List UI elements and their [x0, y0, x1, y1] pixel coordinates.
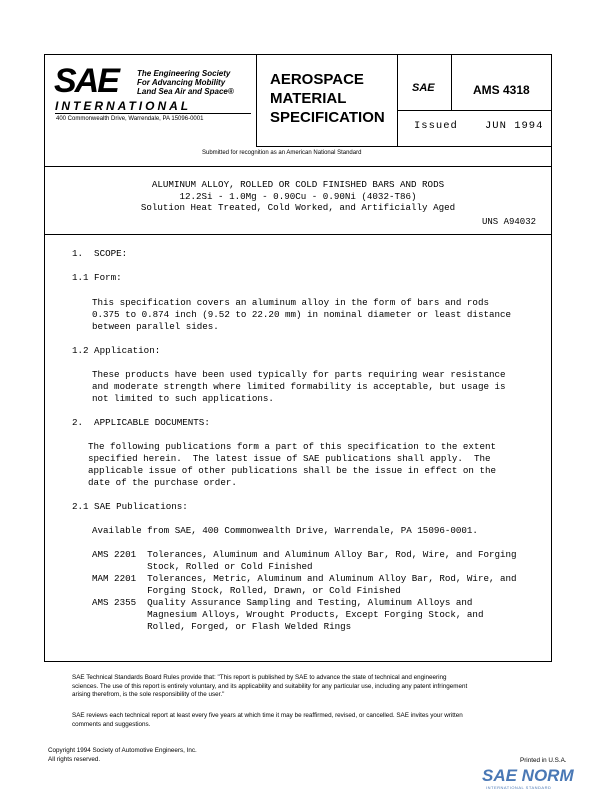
technical-rules-note [72, 674, 552, 700]
footer-line: sciences. The use of this report is entirely voluntary, and its applicability and suitability for any particular use, including any patent infringement [72, 682, 468, 690]
reference-line: MAM 2201 Tolerances, Metric, Aluminum and Aluminum Alloy Bar, Rod, Wire, and [92, 573, 517, 584]
header-bottom-rule [256, 146, 552, 147]
sae-address: 400 Commonwealth Drive, Warrendale, PA 15096-0001 [56, 116, 204, 122]
subsection-heading: 2.1 SAE Publications: [72, 501, 188, 512]
subsection-heading: 1.2 Application: [72, 345, 161, 356]
submitted-rule [44, 166, 552, 167]
rights-line: All rights reserved. [48, 755, 101, 763]
section-heading: 2. APPLICABLE DOCUMENTS: [72, 417, 210, 428]
issued-date: JUN 1994 [485, 120, 544, 132]
paragraph-line: between parallel sides. [92, 321, 219, 332]
reference-line: Stock, Rolled or Cold Finished [92, 561, 313, 572]
spec-title-line1: ALUMINUM ALLOY, ROLLED OR COLD FINISHED BARS AND RODS [151, 179, 445, 190]
header-divider-left [256, 54, 257, 146]
paragraph-line: not limited to such applications. [92, 393, 274, 404]
footer-line: comments and suggestions. [72, 720, 151, 728]
title-line: AEROSPACE [270, 71, 364, 88]
footer-line: SAE reviews each technical report at least every five years at which time it may be reaffirmed, revised, or cancelled. SAE invites your written [72, 712, 463, 719]
paragraph-line: Available from SAE, 400 Commonwealth Drive, Warrendale, PA 15096-0001. [92, 525, 478, 536]
paragraph-line: The following publications form a part of this specification to the extent [88, 441, 496, 452]
uns-number: UNS A94032 [482, 217, 537, 227]
spec-title-line3: Solution Heat Treated, Cold Worked, and Artificially Aged [140, 202, 456, 213]
copyright-line: Copyright 1994 Society of Automotive Engineers, Inc. [48, 747, 197, 754]
subsection-heading: 1.1 Form: [72, 272, 122, 283]
paragraph-line: 0.375 to 0.874 inch (9.52 to 22.20 mm) in nominal diameter or least distance [92, 309, 512, 320]
title-line: SPECIFICATION [270, 109, 385, 126]
international-wordmark: INTERNATIONAL [55, 99, 192, 113]
header-divider-small [451, 54, 452, 110]
submitted-note: Submitted for recognition as an American National Standard [202, 150, 362, 156]
title-line: MATERIAL [270, 90, 347, 107]
tagline [137, 69, 234, 96]
paragraph-line: date of the purchase order. [88, 477, 237, 488]
sae-norm-watermark-logo: SAE NORM [482, 766, 574, 785]
reference-line: Rolled, Forged, or Flash Welded Rings [92, 621, 352, 632]
logo-underline [55, 113, 251, 114]
paragraph-line: specified herein. The latest issue of SAE publications shall apply. The [88, 453, 491, 464]
sae-norm-watermark-sub: INTERNATIONAL STANDARD [486, 785, 552, 790]
printed-in: Printed in U.S.A. [520, 757, 567, 764]
spec-title-line2: 12.2Si - 1.0Mg - 0.90Cu - 0.90Ni (4032-T86) [179, 190, 417, 202]
header-divider-right [397, 54, 398, 146]
tagline-line: Land Sea Air and Space® [137, 87, 234, 96]
footer-line: SAE Technical Standards Board Rules provide that: "This report is published by SAE to advance the state of technical and engineering [72, 674, 447, 681]
paragraph-line: This specification covers an aluminum alloy in the form of bars and rods [92, 297, 489, 308]
title-rule [44, 234, 552, 235]
section-heading: 1. SCOPE: [72, 248, 128, 259]
document-type-title [270, 70, 385, 127]
footer-line: arising therefrom, is the sole responsibility of the user." [72, 691, 225, 698]
paragraph-line: and moderate strength where limited formability is acceptable, but usage is [92, 381, 506, 392]
header-box-rule [397, 110, 552, 111]
reference-line: AMS 2355 Quality Assurance Sampling and Testing, Aluminum Alloys and [92, 597, 473, 608]
reference-line: AMS 2201 Tolerances, Aluminum and Aluminum Alloy Bar, Rod, Wire, and Forging [92, 549, 517, 560]
spec-title [44, 179, 552, 214]
paragraph-line: These products have been used typically for parts requiring wear resistance [92, 369, 506, 380]
sae-logo: SAE [54, 62, 118, 100]
tagline-line: The Engineering Society [137, 69, 231, 78]
sae-small-logo: SAE [412, 82, 435, 94]
copyright [48, 747, 197, 764]
reference-line: Forging Stock, Rolled, Drawn, or Cold Finished [92, 585, 401, 596]
reference-line: Magnesium Alloys, Wrought Products, Except Forging Stock, and [92, 609, 484, 620]
tagline-line: For Advancing Mobility [137, 78, 226, 87]
issued-label: Issued [414, 120, 458, 132]
paragraph-line: applicable issue of other publications shall be the issue in effect on the [88, 465, 496, 476]
document-number: AMS 4318 [473, 83, 530, 97]
review-note [72, 712, 552, 729]
registered-mark: ® [227, 87, 234, 96]
